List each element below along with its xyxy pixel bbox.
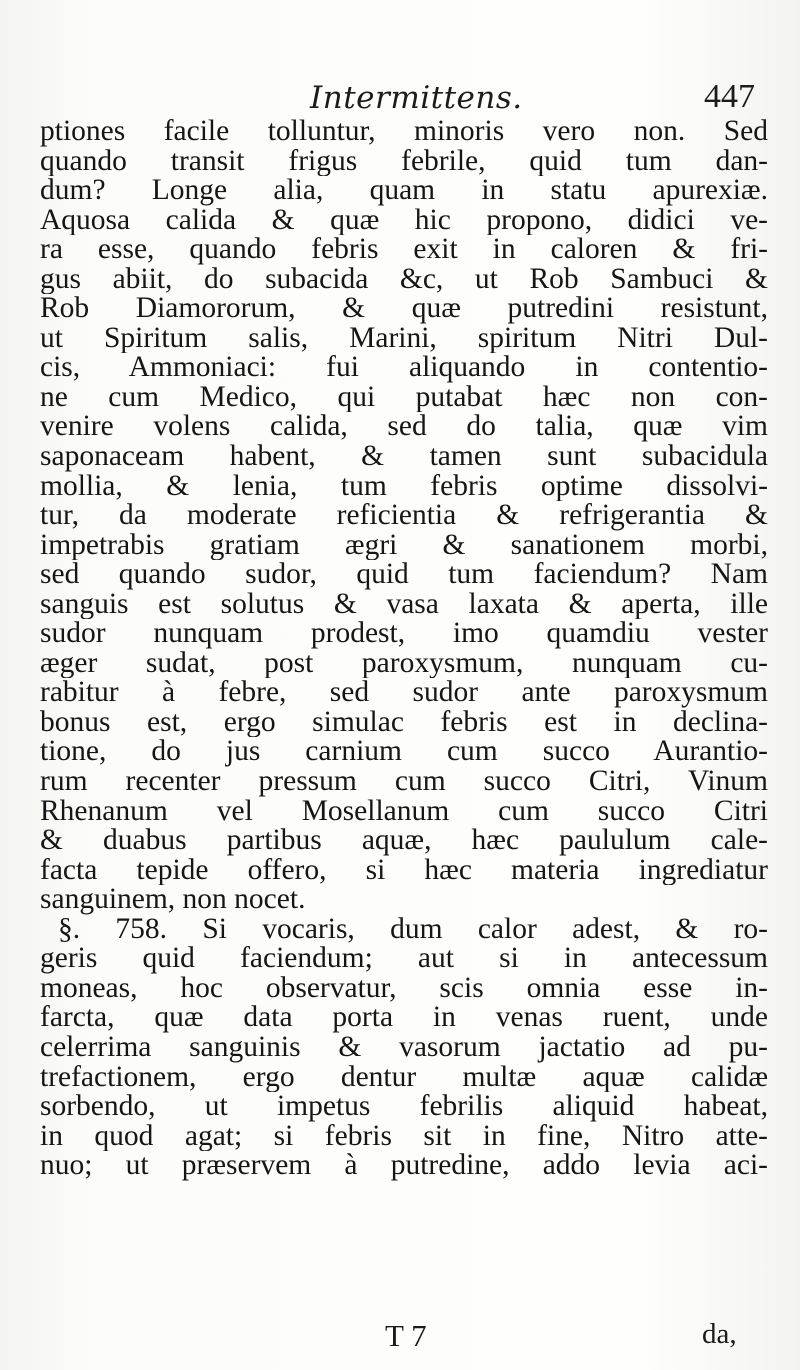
text-line-10: ne cum Medico, qui putabat hæc non con- <box>40 382 768 413</box>
text-line-25: & duabus partibus aquæ, hæc paululum cale- <box>40 826 768 856</box>
text-line-23: rum recenter pressum cum succo Citri, Vinum <box>40 767 768 797</box>
text-line-19: æger sudat, post paroxysmum, nunquam cu- <box>40 648 768 679</box>
text-line-31: farcta, quæ data porta in venas ruent, unde <box>40 1003 768 1033</box>
text-line-11: venire volens calida, sed do talia, quæ vim <box>40 412 768 443</box>
text-line-14: tur, da moderate reficientia & refrigerantia & <box>40 501 768 531</box>
text-line-32: celerrima sanguinis & vasorum jactatio ad pu- <box>40 1032 768 1063</box>
text-line-29: geris quid faciendum; aut si in antecessum <box>40 944 768 974</box>
text-line-3: dum? Longe alia, quam in statu apurexiæ. <box>40 176 768 206</box>
text-line-4: Aquosa calida & quæ hic propono, didici ve- <box>40 205 768 236</box>
text-line-36: nuo; ut præservem à putredine, addo levia aci- <box>40 1151 768 1181</box>
text-line-20: rabitur à febre, sed sudor ante paroxysmum <box>40 678 768 708</box>
text-line-27: sanguinem, non nocet. <box>40 885 306 915</box>
text-line-8: ut Spiritum salis, Marini, spiritum Nitri Dul- <box>40 323 768 354</box>
text-line-24: Rhenanum vel Mosellanum cum succo Citri <box>40 796 768 827</box>
running-title: Intermittens. <box>310 80 523 116</box>
text-line-33: trefactionem, ergo dentur multæ aquæ calidæ <box>40 1062 768 1093</box>
text-line-7: Rob Diamororum, & quæ putredini resistunt, <box>40 294 768 324</box>
text-line-17: sanguis est solutus & vasa laxata & aperta, ille <box>40 589 768 620</box>
running-head <box>0 80 800 120</box>
text-line-12: saponaceam habent, & tamen sunt subacidula <box>40 442 768 472</box>
text-line-30: moneas, hoc observatur, scis omnia esse in- <box>40 973 768 1004</box>
text-line-13: mollia, & lenia, tum febris optime dissolvi- <box>40 471 768 502</box>
text-line-35: in quod agat; si febris sit in fine, Nitro atte- <box>40 1121 768 1152</box>
text-line-9: cis, Ammoniaci: fui aliquando in contentio- <box>40 353 768 383</box>
text-line-26: facta tepide offero, si hæc materia ingrediatur <box>40 855 768 886</box>
text-line-5: ra esse, quando febris exit in caloren & fri- <box>40 235 768 265</box>
text-line-2: quando transit frigus febrile, quid tum dan- <box>40 146 768 177</box>
catchword: da, <box>702 1318 737 1350</box>
text-line-1: ptiones facile tolluntur, minoris vero non. Sed <box>40 117 768 147</box>
text-line-16: sed quando sudor, quid tum faciendum? Nam <box>40 560 768 590</box>
signature-mark: T 7 <box>385 1318 427 1353</box>
page-footer <box>0 1318 800 1358</box>
text-line-28: §. 758. Si vocaris, dum calor adest, & ro- <box>58 914 768 945</box>
body-text <box>40 117 768 1181</box>
text-line-34: sorbendo, ut impetus febrilis aliquid habeat, <box>40 1092 768 1122</box>
text-line-22: tione, do jus carnium cum succo Aurantio- <box>40 737 768 768</box>
text-line-18: sudor nunquam prodest, imo quamdiu vester <box>40 619 768 649</box>
page-number: 447 <box>704 78 755 115</box>
text-line-6: gus abiit, do subacida &c, ut Rob Sambuci & <box>40 264 768 295</box>
text-line-15: impetrabis gratiam ægri & sanationem morbi, <box>40 530 768 561</box>
text-line-21: bonus est, ergo simulac febris est in declina- <box>40 707 768 738</box>
